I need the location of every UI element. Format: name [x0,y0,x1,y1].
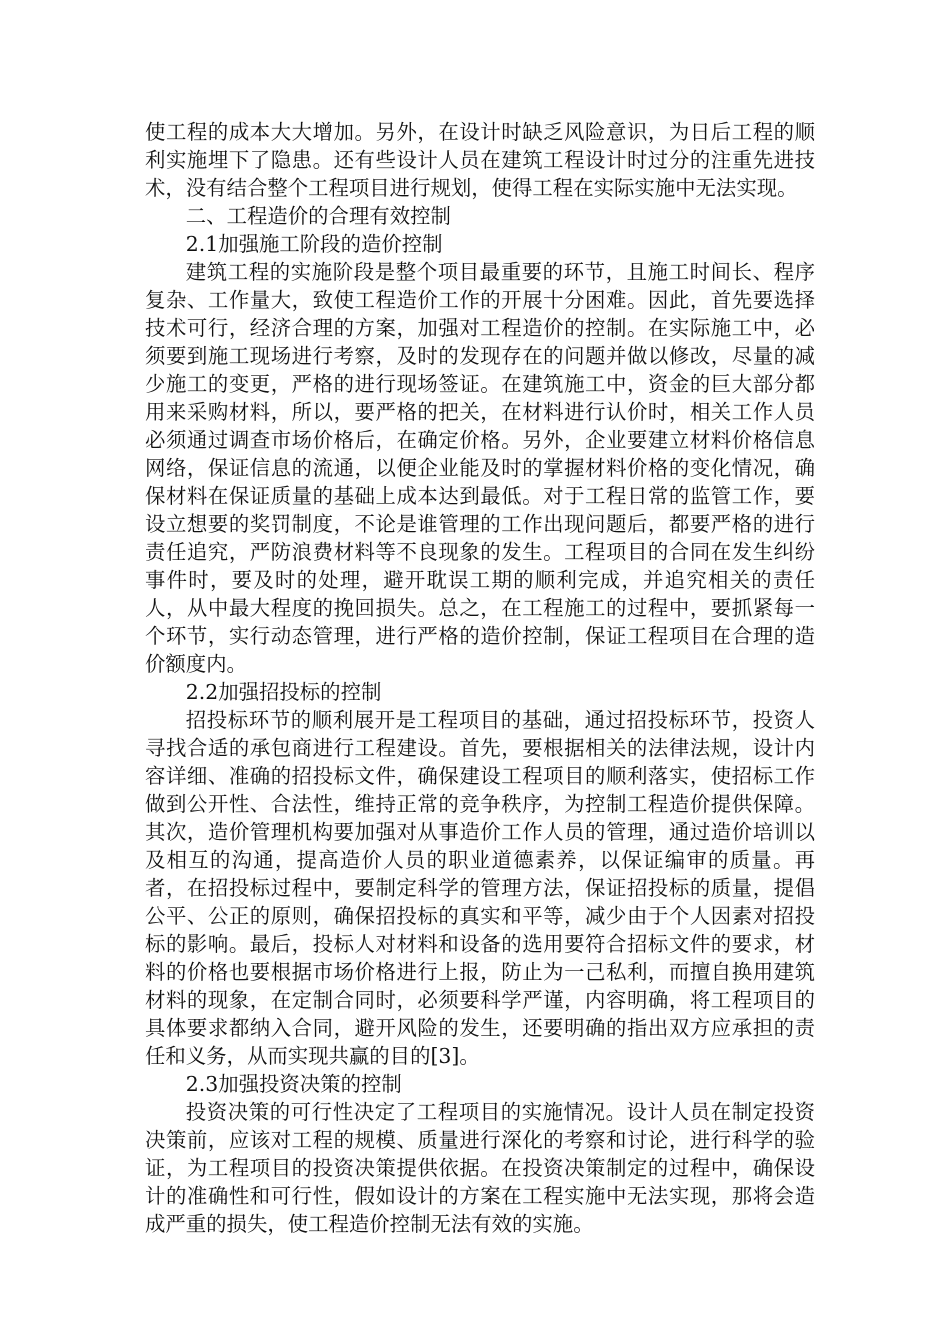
paragraph-investment-decision: 投资决策的可行性决定了工程项目的实施情况。设计人员在制定投资决策前，应该对工程的规模、质量进行深化的考察和讨论，进行科学的验证，为工程项目的投资决策提供依据。在投资决策制定的过程中，确保设计的准确性和可行性，假如设计的方案在工程实施中无法实现，那将会造成严重的损失，使工程造价控制无法有效的实施。 [145,1100,815,1236]
subsection-heading-2-2: 2.2加强招投标的控制 [185,680,382,704]
paragraph-construction-stage: 建筑工程的实施阶段是整个项目最重要的环节，且施工时间长、程序复杂、工作量大，致使工程造价工作的开展十分困难。因此，首先要选择技术可行，经济合理的方案，加强对工程造价的控制。在实际施工中，必须要到施工现场进行考察，及时的发现存在的问题并做以修改，尽量的减少施工的变更，严格的进行现场签证。在建筑施工中，资金的巨大部分都用来采购材料，所以，要严格的把关，在材料进行认价时，相关工作人员必须通过调查市场价格后，在确定价格。另外，企业要建立材料价格信息网络，保证信息的流通，以便企业能及时的掌握材料价格的变化情况，确保材料在保证质量的基础上成本达到最低。对于工程日常的监管工作，要设立想要的奖罚制度，不论是谁管理的工作出现问题后，都要严格的进行责任追究，严防浪费材料等不良现象的发生。工程项目的合同在发生纠纷事件时，要及时的处理，避开耽误工期的顺利完成，并追究相关的责任人，从中最大程度的挽回损失。总之，在工程施工的过程中，要抓紧每一个环节，实行动态管理，进行严格的造价控制，保证工程项目在合理的造价额度内。 [145,260,815,676]
document-body [145,118,815,1238]
section-heading-2: 二、工程造价的合理有效控制 [185,204,451,228]
paragraph-intro-continuation: 使工程的成本大大增加。另外，在设计时缺乏风险意识，为日后工程的顺利实施埋下了隐患。还有些设计人员在建筑工程设计时过分的注重先进技术，没有结合整个工程项目进行规划，使得工程在实际实施中无法实现。 [145,120,815,200]
paragraph-bidding: 招投标环节的顺利展开是工程项目的基础，通过招投标环节，投资人寻找合适的承包商进行工程建设。首先，要根据相关的法律法规，设计内容详细、准确的招投标文件，确保建设工程项目的顺利落实，使招标工作做到公开性、合法性，维持正常的竞争秩序，为控制工程造价提供保障。其次，造价管理机构要加强对从事造价工作人员的管理，通过造价培训以及相互的沟通，提高造价人员的职业道德素养，以保证编审的质量。再者，在招投标过程中，要制定科学的管理方法，保证招投标的质量，提倡公平、公正的原则，确保招投标的真实和平等，减少由于个人因素对招投标的影响。最后，投标人对材料和设备的选用要符合招标文件的要求，材料的价格也要根据市场价格进行上报，防止为一己私利，而擅自换用建筑材料的现象，在定制合同时，必须要科学严谨，内容明确，将工程项目的具体要求都纳入合同，避开风险的发生，还要明确的指出双方应承担的责任和义务，从而实现共赢的目的[3]。 [145,708,815,1068]
subsection-heading-2-3: 2.3加强投资决策的控制 [185,1072,402,1096]
subsection-heading-2-1: 2.1加强施工阶段的造价控制 [185,232,443,256]
